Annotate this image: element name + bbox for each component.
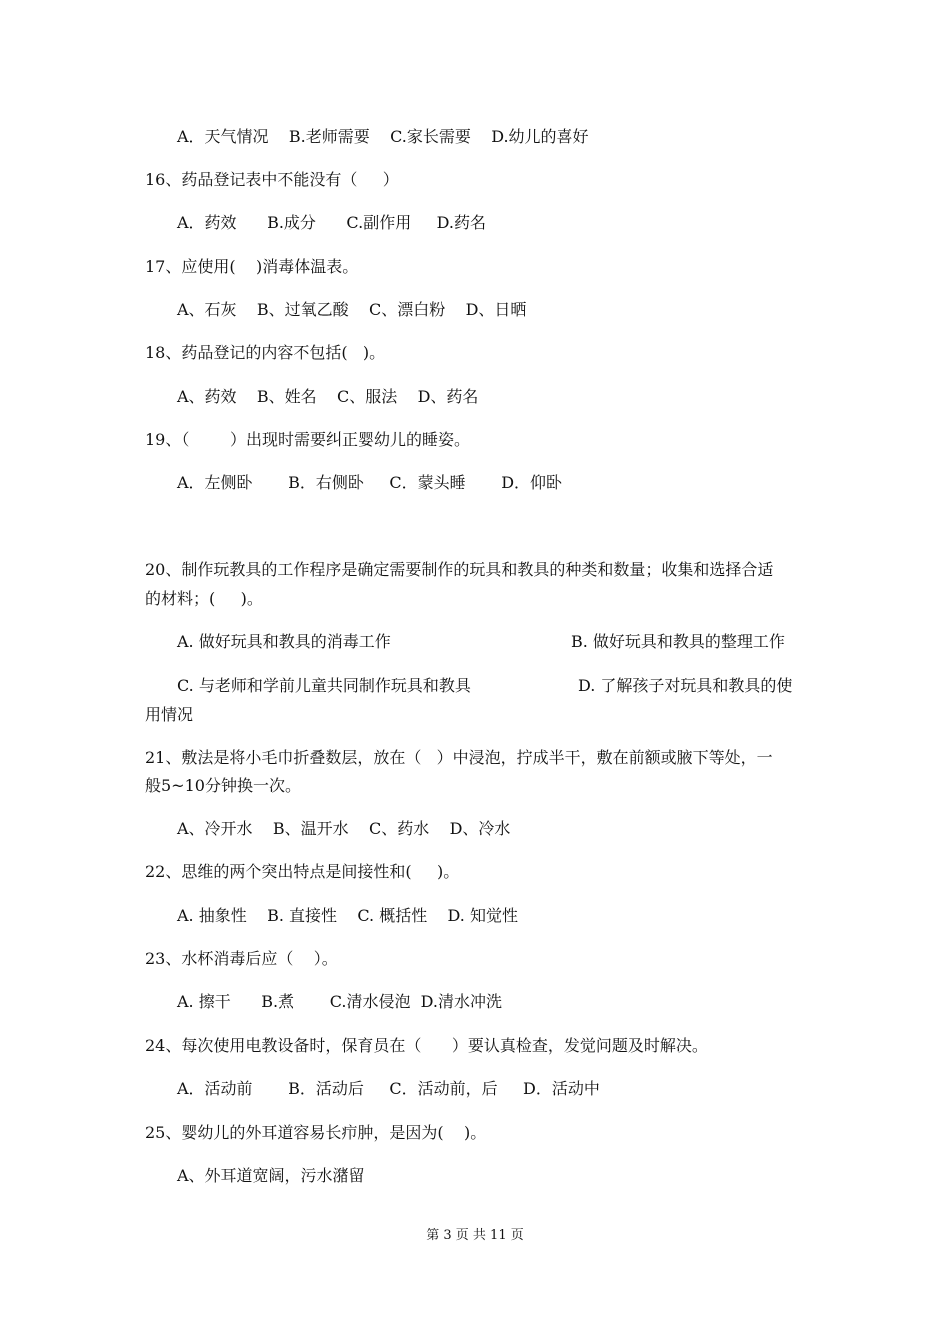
option-20-c: C. 与老师和学前儿童共同制作玩具和教具 xyxy=(177,676,471,695)
question-18: 18、药品登记的内容不包括( )。 xyxy=(145,343,386,362)
question-19: 19、（ ）出现时需要纠正婴幼儿的睡姿。 xyxy=(145,430,471,449)
question-24: 24、每次使用电教设备时，保育员在（ ）要认真检查，发觉问题及时解决。 xyxy=(145,1036,708,1055)
question-21-line2: 般5~10分钟换一次。 xyxy=(145,776,301,795)
options-q18: A、药效 B、姓名 C、服法 D、药名 xyxy=(177,387,479,406)
options-q17: A、石灰 B、过氧乙酸 C、漂白粉 D、日晒 xyxy=(177,300,527,319)
options-q15: A．天气情况 B.老师需要 C.家长需要 D.幼儿的喜好 xyxy=(177,127,589,146)
option-20-d: D. 了解孩子对玩具和教具的使 xyxy=(578,676,793,695)
options-q24: A．活动前 B．活动后 C．活动前，后 D．活动中 xyxy=(177,1079,600,1098)
question-23: 23、水杯消毒后应（ ）。 xyxy=(145,949,338,968)
question-21-line1: 21、敷法是将小毛巾折叠数层，放在（ ）中浸泡，拧成半干，敷在前额或腋下等处，一 xyxy=(145,748,773,767)
question-20-line1: 20、制作玩教具的工作程序是确定需要制作的玩具和教具的种类和数量；收集和选择合适 xyxy=(145,560,774,579)
options-q16: A．药效 B.成分 C.副作用 D.药名 xyxy=(177,213,486,232)
question-25: 25、婴幼儿的外耳道容易长疖肿，是因为( )。 xyxy=(145,1123,487,1142)
page-footer: 第 3 页 共 11 页 xyxy=(426,1228,524,1243)
question-22: 22、思维的两个突出特点是间接性和( )。 xyxy=(145,862,460,881)
question-16: 16、药品登记表中不能没有（ ） xyxy=(145,170,399,189)
option-20-b: B. 做好玩具和教具的整理工作 xyxy=(571,632,785,651)
options-q21: A、冷开水 B、温开水 C、药水 D、冷水 xyxy=(177,819,511,838)
question-20-line2: 的材料；( )。 xyxy=(145,589,263,608)
options-q22: A. 抽象性 B. 直接性 C. 概括性 D. 知觉性 xyxy=(177,906,518,925)
option-25-a: A、外耳道宽阔，污水潴留 xyxy=(177,1166,365,1185)
option-20-a: A. 做好玩具和教具的消毒工作 xyxy=(177,632,391,651)
question-17: 17、应使用( )消毒体温表。 xyxy=(145,257,359,276)
option-20-d-cont: 用情况 xyxy=(145,705,194,724)
options-q19: A．左侧卧 B．右侧卧 C．蒙头睡 D．仰卧 xyxy=(177,473,563,492)
options-q23: A. 擦干 B.煮 C.清水侵泡 D.清水冲洗 xyxy=(177,992,502,1011)
